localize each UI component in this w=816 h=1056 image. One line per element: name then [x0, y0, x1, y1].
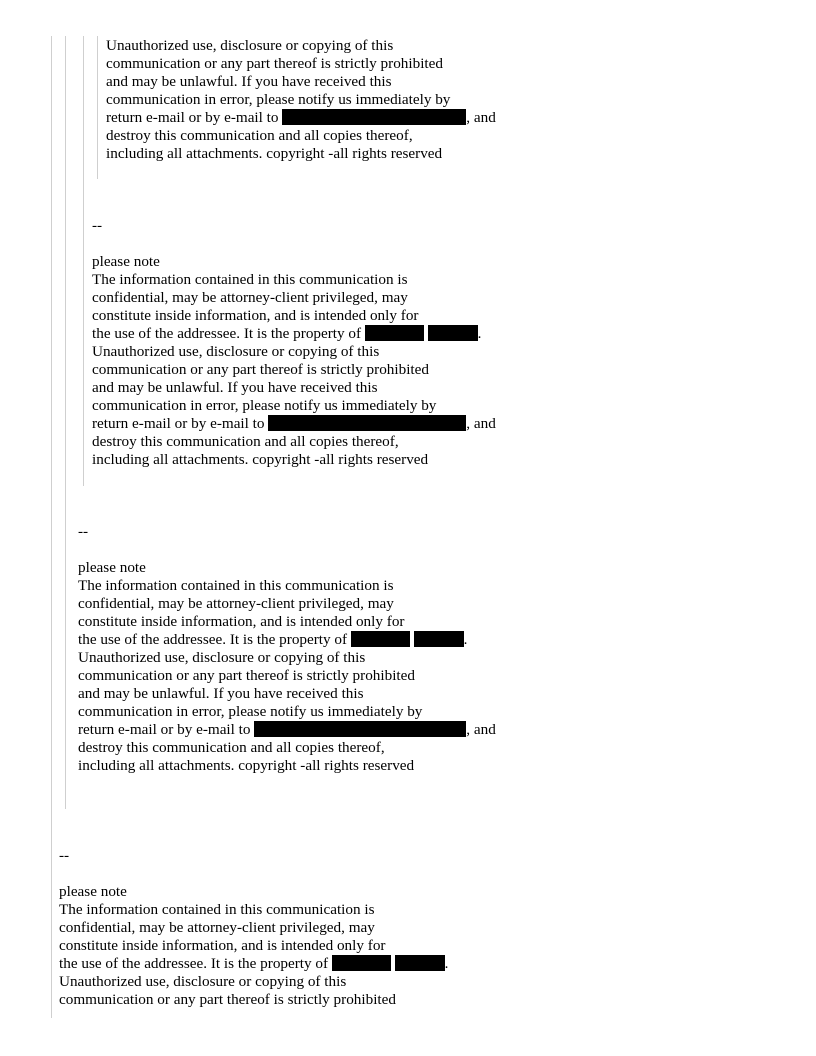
disclaimer-line: communication in error, please notify us immediately by — [92, 397, 437, 414]
please-note-label: please note — [92, 253, 160, 270]
disclaimer-text: . — [463, 631, 468, 648]
disclaimer-line: confidential, may be attorney-client privileged, may — [59, 919, 375, 936]
disclaimer-line: destroy this communication and all copies thereof, — [78, 739, 385, 756]
disclaimer-line — [106, 109, 496, 127]
disclaimer-line: Unauthorized use, disclosure or copying of this — [78, 649, 366, 666]
disclaimer-text: return e-mail or by e-mail to — [106, 109, 279, 126]
disclaimer-line — [78, 721, 496, 739]
quote-bar — [51, 36, 52, 1018]
disclaimer-line: and may be unlawful. If you have received this — [78, 685, 364, 702]
disclaimer-line: The information contained in this communication is — [78, 577, 394, 594]
please-note-label: please note — [78, 559, 146, 576]
quoted-message-level-3 — [92, 217, 496, 469]
disclaimer-line: communication or any part thereof is strictly prohibited — [78, 667, 415, 684]
disclaimer-line: including all attachments. copyright -all rights reserved — [92, 451, 429, 468]
disclaimer-line — [59, 955, 448, 973]
signature-separator: -- — [78, 523, 89, 540]
redacted-email — [268, 415, 466, 431]
quote-bar — [65, 36, 66, 809]
please-note-label: please note — [59, 883, 127, 900]
disclaimer-line: communication or any part thereof is strictly prohibited — [106, 55, 443, 72]
disclaimer-text: . — [444, 955, 449, 972]
disclaimer-line: The information contained in this communication is — [92, 271, 408, 288]
signature-separator: -- — [92, 217, 103, 234]
disclaimer-line: constitute inside information, and is intended only for — [78, 613, 405, 630]
redacted-name — [332, 955, 391, 971]
disclaimer-line: confidential, may be attorney-client privileged, may — [92, 289, 408, 306]
disclaimer-text: , and — [466, 415, 496, 432]
disclaimer-line: including all attachments. copyright -all rights reserved — [78, 757, 415, 774]
disclaimer-line: communication or any part thereof is strictly prohibited — [59, 991, 396, 1008]
disclaimer-line — [92, 415, 496, 433]
redacted-email — [282, 109, 466, 125]
disclaimer-line: Unauthorized use, disclosure or copying of this — [59, 973, 347, 990]
disclaimer-line: including all attachments. copyright -all rights reserved — [106, 145, 443, 162]
disclaimer-line: communication or any part thereof is strictly prohibited — [92, 361, 429, 378]
disclaimer-text: the use of the addressee. It is the property of — [92, 325, 362, 342]
disclaimer-text: , and — [466, 109, 496, 126]
redacted-name — [428, 325, 478, 341]
disclaimer-line: Unauthorized use, disclosure or copying of this — [92, 343, 380, 360]
disclaimer-line: communication in error, please notify us immediately by — [78, 703, 423, 720]
redacted-name — [351, 631, 410, 647]
disclaimer-text: . — [477, 325, 482, 342]
quoted-message-level-2 — [78, 523, 496, 775]
disclaimer-text: the use of the addressee. It is the property of — [59, 955, 329, 972]
disclaimer-line: Unauthorized use, disclosure or copying of this — [106, 37, 394, 54]
disclaimer-text: the use of the addressee. It is the property of — [78, 631, 348, 648]
disclaimer-line: The information contained in this communication is — [59, 901, 375, 918]
disclaimer-line — [92, 325, 496, 343]
disclaimer-line: confidential, may be attorney-client privileged, may — [78, 595, 394, 612]
redacted-name — [414, 631, 464, 647]
disclaimer-line: destroy this communication and all copies thereof, — [106, 127, 413, 144]
disclaimer-line: and may be unlawful. If you have received this — [92, 379, 378, 396]
disclaimer-line: destroy this communication and all copies thereof, — [92, 433, 399, 450]
quote-bar — [97, 36, 98, 179]
disclaimer-line: constitute inside information, and is intended only for — [92, 307, 419, 324]
signature-separator: -- — [59, 847, 70, 864]
disclaimer-text: , and — [466, 721, 496, 738]
disclaimer-line: constitute inside information, and is intended only for — [59, 937, 386, 954]
quoted-message-level-1 — [59, 847, 448, 1009]
redacted-name — [395, 955, 445, 971]
disclaimer-line: communication in error, please notify us immediately by — [106, 91, 451, 108]
redacted-email — [254, 721, 466, 737]
redacted-name — [365, 325, 424, 341]
quoted-disclaimer-level-4 — [106, 37, 496, 163]
quote-bar — [83, 36, 84, 486]
disclaimer-text: return e-mail or by e-mail to — [78, 721, 251, 738]
disclaimer-text: return e-mail or by e-mail to — [92, 415, 265, 432]
disclaimer-line: and may be unlawful. If you have received this — [106, 73, 392, 90]
disclaimer-line — [78, 631, 496, 649]
